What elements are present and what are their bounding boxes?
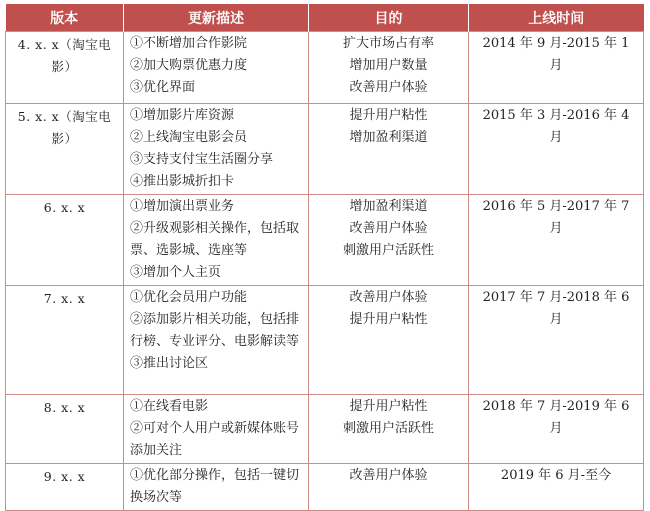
description-item: ①在线看电影 [130, 399, 209, 414]
header-goal: 目的 [309, 4, 469, 32]
cell-version: 6. x. x [6, 195, 124, 286]
cell-launch-time: 2015 年 3 月-2016 年 4 月 [469, 104, 644, 195]
header-launch-time: 上线时间 [469, 4, 644, 32]
description-item: ③支持支付宝生活圈分享 [130, 152, 274, 167]
description-item: ④推出影城折扣卡 [130, 174, 235, 189]
cell-launch-time: 2018 年 7 月-2019 年 6 月 [469, 395, 644, 464]
goal-item: 提升用户粘性 [349, 312, 428, 327]
description-item: ③优化界面 [130, 80, 196, 95]
cell-version: 4. x. x（淘宝电影） [6, 32, 124, 104]
description-item: ③推出讨论区 [130, 356, 209, 371]
goal-item: 改善用户体验 [349, 290, 428, 305]
description-item: ③增加个人主页 [130, 265, 222, 280]
goal-item: 提升用户粘性 [349, 399, 428, 414]
description-item: ①增加影片库资源 [130, 108, 235, 123]
description-item: ②加大购票优惠力度 [130, 58, 248, 73]
description-item: ②添加影片相关功能，包括排行榜、专业评分、电影解读等 [130, 312, 300, 349]
goal-item: 增加盈利渠道 [349, 130, 428, 145]
header-description: 更新描述 [124, 4, 309, 32]
description-item: ②上线淘宝电影会员 [130, 130, 248, 145]
table-row [6, 464, 644, 511]
cell-goal [309, 32, 469, 104]
cell-goal [309, 195, 469, 286]
goal-item: 刺激用户活跃性 [342, 421, 434, 436]
goal-item: 刺激用户活跃性 [342, 243, 434, 258]
cell-launch-time: 2014 年 9 月-2015 年 1 月 [469, 32, 644, 104]
table-row [6, 395, 644, 464]
header-version: 版本 [6, 4, 124, 32]
cell-description [124, 104, 309, 195]
goal-item: 增加用户数量 [349, 58, 428, 73]
description-item: ①优化会员用户功能 [130, 290, 248, 305]
cell-goal [309, 395, 469, 464]
table-row [6, 286, 644, 395]
description-item: ①增加演出票业务 [130, 199, 235, 214]
table-row [6, 104, 644, 195]
cell-launch-time: 2017 年 7 月-2018 年 6 月 [469, 286, 644, 395]
cell-description [124, 195, 309, 286]
cell-version: 7. x. x [6, 286, 124, 395]
goal-item: 扩大市场占有率 [342, 36, 434, 51]
cell-version: 8. x. x [6, 395, 124, 464]
description-item: ②可对个人用户或新媒体账号添加关注 [130, 421, 300, 458]
version-history-table-wrapper [5, 4, 643, 511]
cell-goal [309, 286, 469, 395]
cell-launch-time: 2019 年 6 月-至今 [469, 464, 644, 511]
table-body [6, 32, 644, 511]
description-item: ①优化部分操作，包括一键切换场次等 [130, 468, 300, 505]
cell-version: 5. x. x（淘宝电影） [6, 104, 124, 195]
goal-item: 改善用户体验 [349, 80, 428, 95]
goal-item: 提升用户粘性 [349, 108, 428, 123]
goal-item: 改善用户体验 [349, 468, 428, 483]
goal-item: 增加盈利渠道 [349, 199, 428, 214]
cell-version: 9. x. x [6, 464, 124, 511]
cell-description [124, 286, 309, 395]
cell-goal [309, 464, 469, 511]
description-item: ②升级观影相关操作，包括取票、选影城、选座等 [130, 221, 300, 258]
cell-description [124, 464, 309, 511]
cell-goal [309, 104, 469, 195]
table-row [6, 195, 644, 286]
table-row [6, 32, 644, 104]
table-header-row [6, 4, 644, 32]
cell-description [124, 395, 309, 464]
cell-launch-time: 2016 年 5 月-2017 年 7 月 [469, 195, 644, 286]
cell-description [124, 32, 309, 104]
description-item: ①不断增加合作影院 [130, 36, 248, 51]
version-history-table [5, 4, 644, 511]
goal-item: 改善用户体验 [349, 221, 428, 236]
